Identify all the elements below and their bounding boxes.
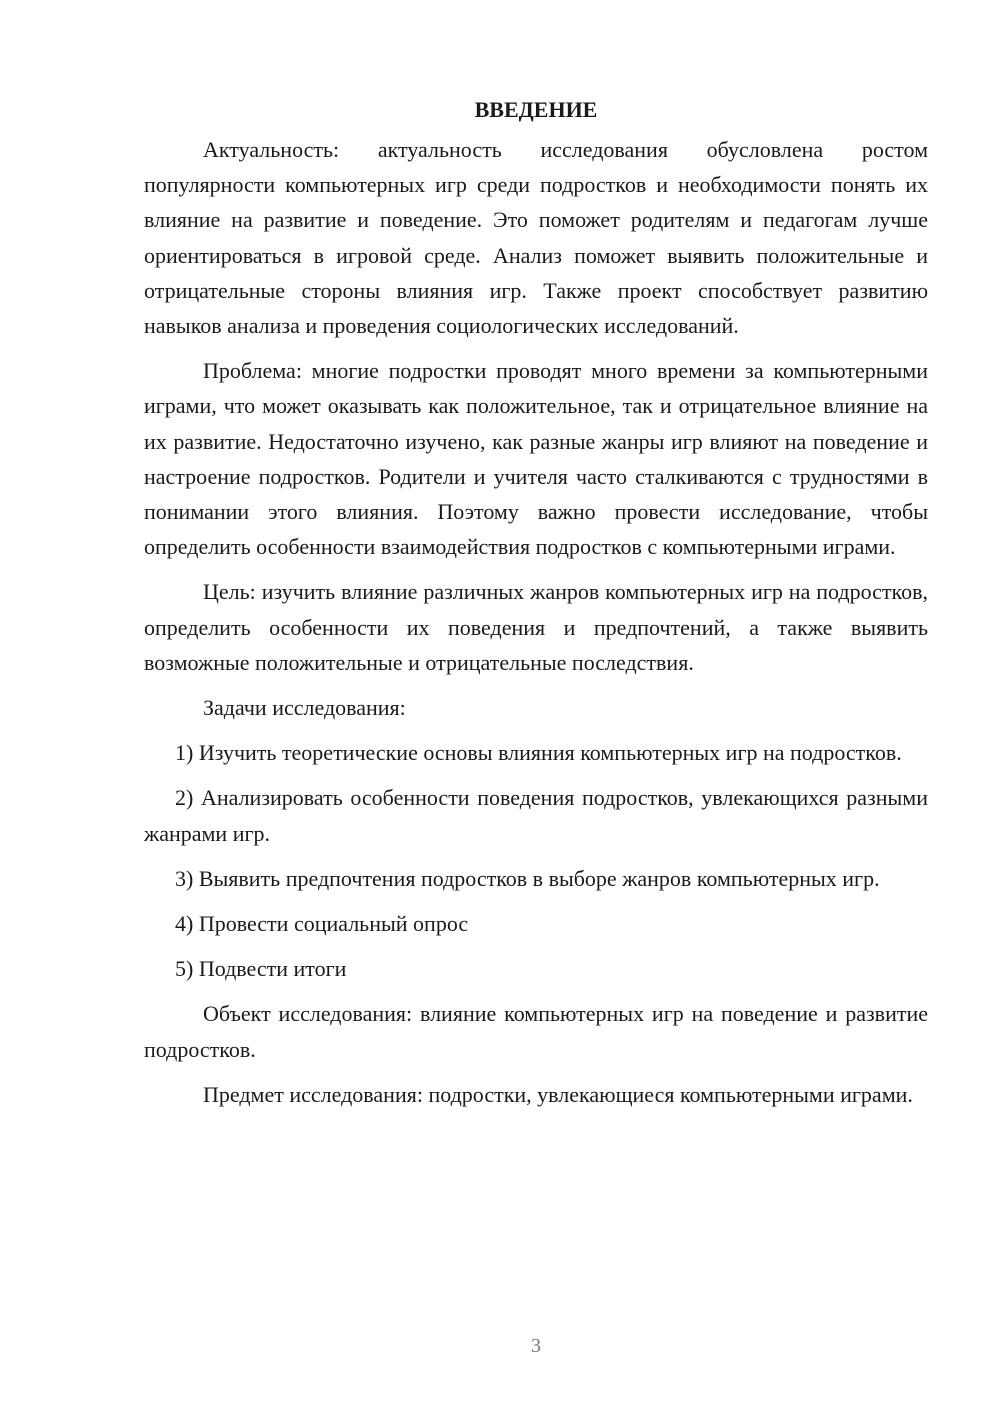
task-item-1: 1) Изучить теоретические основы влияния компьютерных игр на подростков. bbox=[175, 740, 902, 766]
tasks-heading: Задачи исследования: bbox=[203, 695, 406, 721]
task-item-3: 3) Выявить предпочтения подростков в выборе жанров компьютерных игр. bbox=[175, 865, 880, 891]
goal-paragraph: Цель: изучить влияние различных жанров компьютерных игр на подростков, определить особенности их поведения и предпочтений, а также выявить возможные положительные и отрицательные последствия. bbox=[144, 579, 928, 675]
page-title: ВВЕДЕНИЕ bbox=[474, 97, 598, 122]
task-item-5: 5) Подвести итоги bbox=[175, 956, 347, 982]
relevance-paragraph: Актуальность: актуальность исследования обусловлена ростом популярности компьютерных игр среди подростков и необходимости понять их влияние на развитие и поведение. Это поможет родителям и педагогам лучше ориентироваться в игровой среде. Анализ поможет выявить положительные и отрицательные стороны влияния игр. Также проект способствует развитию навыков анализа и проведения социологических исследований. bbox=[144, 137, 928, 339]
task-item-4: 4) Провести социальный опрос bbox=[175, 911, 469, 937]
object-paragraph: Объект исследования: влияние компьютерных игр на поведение и развитие подростков. bbox=[144, 1001, 928, 1062]
document-page bbox=[144, 92, 928, 1122]
subject-paragraph: Предмет исследования: подростки, увлекающиеся компьютерными играми. bbox=[203, 1081, 913, 1107]
problem-paragraph: Проблема: многие подростки проводят много времени за компьютерными играми, что может оказывать как положительное, так и отрицательное влияние на их развитие. Недостаточно изучено, как разные жанры игр влияют на поведение и настроение подростков. Родители и учителя часто сталкиваются с трудностями в понимании этого влияния. Поэтому важно провести исследование, чтобы определить особенности взаимодействия подростков с компьютерными играми. bbox=[144, 358, 928, 560]
page-number: 3 bbox=[531, 1335, 541, 1357]
task-item-2: 2) Анализировать особенности поведения подростков, увлекающихся разными жанрами игр. bbox=[144, 785, 928, 846]
